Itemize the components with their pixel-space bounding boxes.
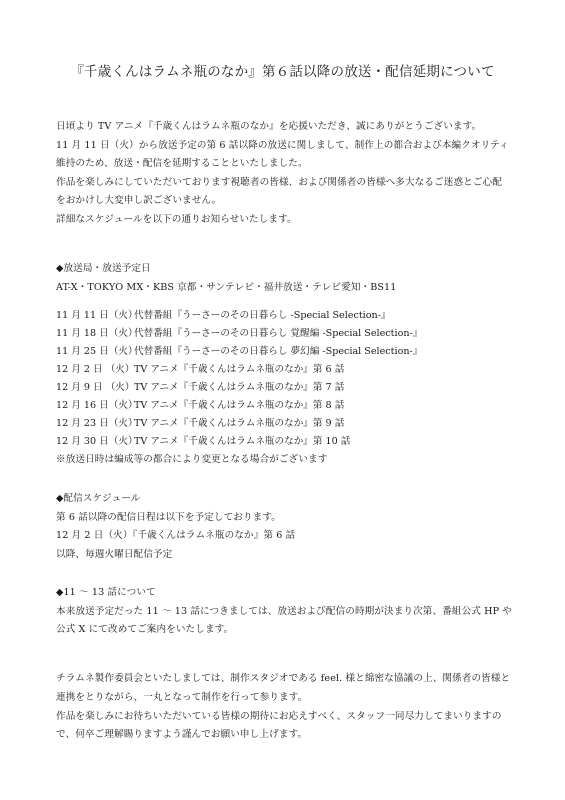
closing-line: で、何卒ご理解賜りますよう謹んでお願い申し上げます。 <box>56 729 308 740</box>
streaming-line: 第 6 話以降の配信日程は以下を予定しております。 <box>56 512 281 523</box>
schedule-program: TV アニメ『千歳くんはラムネ瓶のなか』第 10 話 <box>134 436 351 447</box>
schedule-program: TV アニメ『千歳くんはラムネ瓶のなか』第 7 話 <box>134 382 345 393</box>
intro-line: 日頃より TV アニメ『千歳くんはラムネ瓶のなか』を応援いただき、誠にありがとうございます。 <box>56 121 482 132</box>
schedule-program: TV アニメ『千歳くんはラムネ瓶のなか』第 8 話 <box>134 400 345 411</box>
schedule-date: 11 月 25 日（火） <box>56 346 138 357</box>
episodes-line: 本来放送予定だった 11 ～ 13 話につきましては、放送および配信の時期が決まり次第、番組公式 HP や <box>56 606 512 617</box>
schedule-date: 12 月 16 日（火） <box>56 400 138 411</box>
intro-line: 詳細なスケジュールを以下の通りお知らせいたします。 <box>56 214 297 225</box>
episodes-heading: ◆11 ～ 13 話について <box>56 587 156 598</box>
schedule-row <box>56 328 422 340</box>
episodes-line: 公式 X にて改めてご案内をいたします。 <box>56 624 234 635</box>
schedule-row <box>56 436 350 448</box>
intro-line: 作品を楽しみにしていただいております視聴者の皆様、および関係者の皆様へ多大なるご迷惑とご心配 <box>56 177 502 188</box>
schedule-row <box>56 364 344 376</box>
schedule-date: 12 月 23 日（火） <box>56 418 138 429</box>
broadcast-heading: ◆放送局・放送予定日 <box>56 263 151 274</box>
streaming-heading: ◆配信スケジュール <box>56 493 141 504</box>
closing-line: 作品を楽しみにお待ちいただいている皆様の期待にお応えすべく、スタッフ一同尽力してまいりますの <box>56 711 502 722</box>
streaming-line: 12 月 2 日（火）『千歳くんはラムネ瓶のなか』第 6 話 <box>56 530 296 541</box>
schedule-row <box>56 382 344 394</box>
schedule-row <box>56 418 344 430</box>
intro-line: 11 月 11 日（火）から放送予定の第 6 話以降の放送に関しまして、制作上の都合および本編クオリティ <box>56 140 509 151</box>
schedule-row <box>56 310 391 322</box>
schedule-date: 11 月 11 日（火） <box>56 310 138 321</box>
schedule-date: 12 月 30 日（火） <box>56 436 138 447</box>
streaming-line: 以降、毎週火曜日配信予定 <box>56 549 173 560</box>
intro-line: 維持のため、放送・配信を延期することといたしました。 <box>56 158 308 169</box>
schedule-program: TV アニメ『千歳くんはラムネ瓶のなか』第 9 話 <box>134 418 345 429</box>
schedule-program: 代替番組『うーさーのその日暮らし 覚醒編 -Special Selection-』 <box>134 328 423 339</box>
schedule-row <box>56 400 344 412</box>
schedule-program: TV アニメ『千歳くんはラムネ瓶のなか』第 6 話 <box>134 364 345 375</box>
schedule-date: 12 月 9 日 （火） <box>56 382 135 393</box>
schedule-date: 12 月 2 日 （火） <box>56 364 135 375</box>
schedule-date: 11 月 18 日（火） <box>56 328 138 339</box>
schedule-program: 代替番組『うーさーのその日暮らし -Special Selection-』 <box>134 310 391 321</box>
broadcast-stations: AT-X・TOKYO MX・KBS 京都・サンテレビ・福井放送・テレビ愛知・BS11 <box>56 282 397 293</box>
page-title: 『千歳くんはラムネ瓶のなか』第６話以降の放送・配信延期について <box>70 64 495 80</box>
closing-line: チラムネ製作委員会といたしましては、制作スタジオである feel. 様と綿密な協議の上、関係者の皆様と <box>56 673 511 684</box>
schedule-program: 代替番組『うーさーのその日暮らし 夢幻編 -Special Selection-』 <box>134 346 423 357</box>
closing-line: 連携をとりながら、一丸となって制作を行って参ります。 <box>56 692 308 703</box>
schedule-row <box>56 346 422 358</box>
broadcast-note: ※放送日時は編成等の都合により変更となる場合がございます <box>56 454 328 465</box>
intro-line: をおかけし大変申し訳ございません。 <box>56 195 222 206</box>
